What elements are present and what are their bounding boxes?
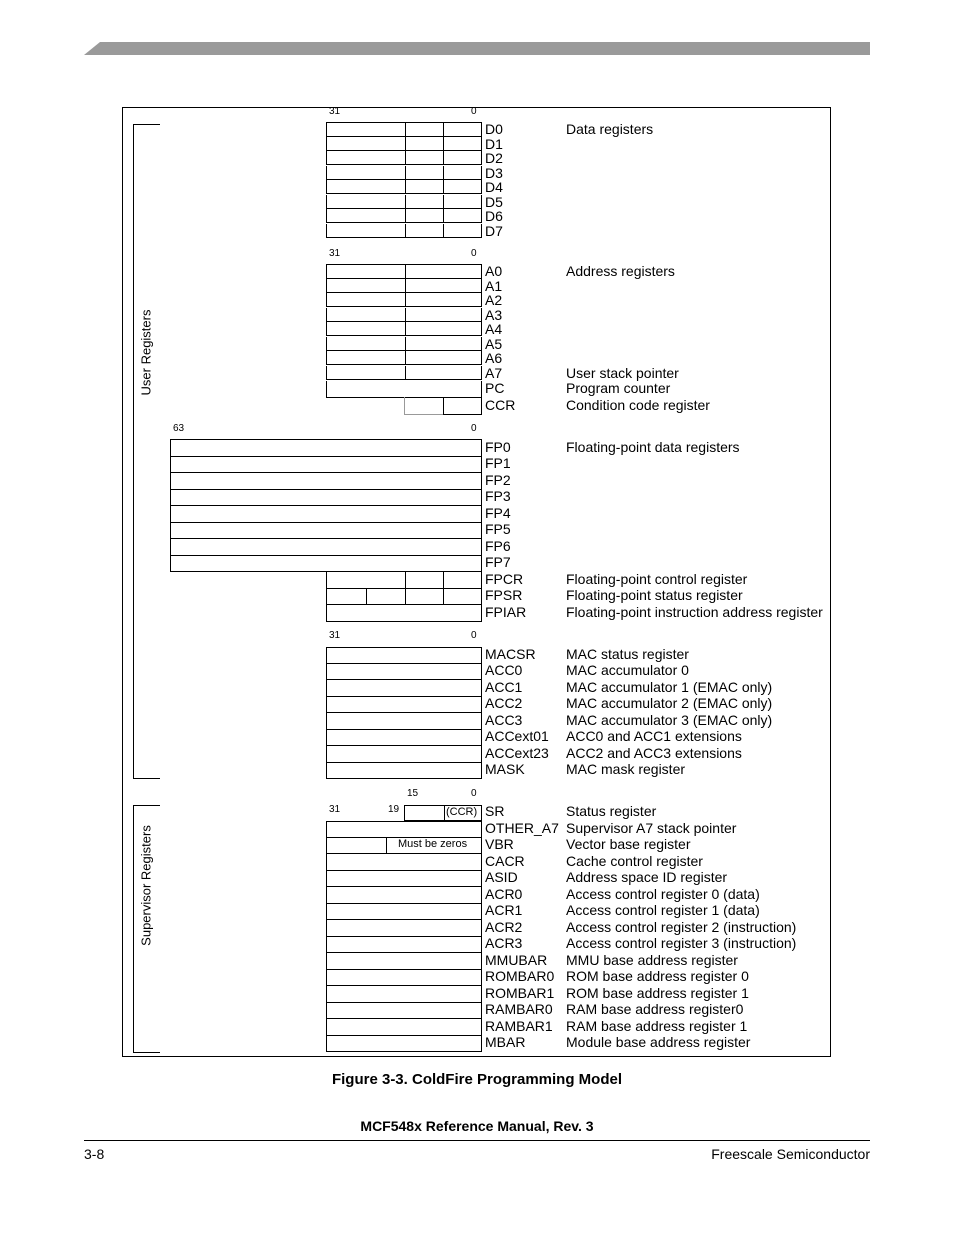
- register-desc-other-a7: Supervisor A7 stack pointer: [566, 820, 737, 836]
- register-box-vbr: [326, 838, 482, 854]
- register-desc-ccr: Condition code register: [566, 397, 710, 413]
- register-name-acc1: ACC1: [485, 679, 523, 695]
- bit-label: 19: [388, 804, 400, 815]
- register-box-d0: [326, 122, 482, 137]
- register-desc-rombar1: ROM base address register 1: [566, 985, 749, 1001]
- register-box-fpcr: [326, 572, 482, 589]
- register-name-fpsr: FPSR: [485, 587, 523, 603]
- register-name-fpcr: FPCR: [485, 571, 524, 587]
- bit-label: 0: [471, 788, 477, 799]
- register-desc-fpiar: Floating-point instruction address register: [566, 604, 823, 620]
- register-name-asid: ASID: [485, 869, 518, 885]
- register-name-a6: A6: [485, 350, 503, 366]
- register-name-fpiar: FPIAR: [485, 604, 527, 620]
- register-box-asid: [326, 871, 482, 887]
- register-name-fp0: FP0: [485, 439, 511, 455]
- register-name-acr3: ACR3: [485, 935, 523, 951]
- register-box-a1: [326, 279, 482, 293]
- register-name-d4: D4: [485, 179, 503, 195]
- manual-title: MCF548x Reference Manual, Rev. 3: [360, 1118, 594, 1134]
- bit-label: 0: [471, 106, 477, 117]
- register-box-acr0: [326, 887, 482, 904]
- register-name-fp7: FP7: [485, 554, 511, 570]
- register-name-fp6: FP6: [485, 538, 511, 554]
- register-desc-a7: User stack pointer: [566, 365, 679, 381]
- register-name-a4: A4: [485, 321, 503, 337]
- register-name-d1: D1: [485, 136, 503, 152]
- register-desc-sr: Status register: [566, 803, 657, 819]
- register-name-rombar0: ROMBAR0: [485, 968, 555, 984]
- register-name-a7: A7: [485, 365, 503, 381]
- register-name-other-a7: OTHER_A7: [485, 820, 559, 836]
- register-desc-data: Data registers: [566, 121, 654, 137]
- register-box-mmubar: [326, 953, 482, 970]
- register-box-rambar0: [326, 1003, 482, 1019]
- register-desc-asid: Address space ID register: [566, 869, 728, 885]
- register-name-d7: D7: [485, 223, 503, 239]
- register-desc-acr2: Access control register 2 (instruction): [566, 919, 797, 935]
- register-name-rambar0: RAMBAR0: [485, 1001, 553, 1017]
- bit-label: 31: [329, 106, 341, 117]
- register-desc-accext23: ACC2 and ACC3 extensions: [566, 745, 742, 761]
- register-name-mask: MASK: [485, 761, 525, 777]
- register-name-mbar: MBAR: [485, 1034, 526, 1050]
- register-name-acc0: ACC0: [485, 662, 523, 678]
- register-name-cacr: CACR: [485, 853, 525, 869]
- user-registers-bracket: [133, 124, 160, 779]
- bit-label: 0: [471, 423, 477, 434]
- bit-label: 15: [407, 788, 419, 799]
- supervisor-registers-label: Supervisor Registers: [138, 825, 154, 946]
- bit-label: 0: [471, 248, 477, 259]
- register-box-rombar0: [326, 970, 482, 986]
- register-desc-acc0: MAC accumulator 0: [566, 662, 689, 678]
- register-box-sr: [404, 805, 482, 821]
- register-desc-cacr: Cache control register: [566, 853, 703, 869]
- register-name-acr2: ACR2: [485, 919, 523, 935]
- register-name-mmubar: MMUBAR: [485, 952, 548, 968]
- register-name-rambar1: RAMBAR1: [485, 1018, 553, 1034]
- register-box-pc: [326, 381, 482, 398]
- register-desc-mbar: Module base address register: [566, 1034, 751, 1050]
- register-box-fp7: [170, 556, 482, 572]
- register-desc-mask: MAC mask register: [566, 761, 686, 777]
- register-box-acr2: [326, 920, 482, 937]
- register-name-d6: D6: [485, 208, 503, 224]
- register-box-fpiar: [326, 605, 482, 622]
- register-name-d3: D3: [485, 165, 503, 181]
- register-box-other-a7: [326, 821, 482, 838]
- register-name-acc2: ACC2: [485, 695, 523, 711]
- register-box-fp6: [170, 539, 482, 556]
- bit-label: 31: [329, 630, 341, 641]
- register-box-mask: [326, 763, 482, 779]
- register-name-fp3: FP3: [485, 488, 511, 504]
- register-desc-macsr: MAC status register: [566, 646, 689, 662]
- register-box-a3: [326, 308, 482, 322]
- register-name-macsr: MACSR: [485, 646, 536, 662]
- header-bar: [0, 0, 954, 60]
- register-box-acc1: [326, 680, 482, 697]
- register-name-accext01: ACCext01: [485, 728, 549, 744]
- register-name-d2: D2: [485, 150, 503, 166]
- register-desc-accext01: ACC0 and ACC1 extensions: [566, 728, 742, 744]
- register-desc-acc1: MAC accumulator 1 (EMAC only): [566, 679, 773, 695]
- register-box-d3: [326, 166, 482, 180]
- bit-label: 0: [471, 630, 477, 641]
- register-box-rombar1: [326, 986, 482, 1003]
- register-name-pc: PC: [485, 380, 505, 396]
- register-name-a0: A0: [485, 263, 503, 279]
- register-box-fp1: [170, 457, 482, 473]
- register-name-d0: D0: [485, 121, 503, 137]
- register-desc-pc: Program counter: [566, 380, 671, 396]
- footer-rule: [84, 1140, 870, 1141]
- register-name-fp1: FP1: [485, 455, 511, 471]
- register-name-a5: A5: [485, 336, 503, 352]
- register-box-fp3: [170, 490, 482, 506]
- register-box-d6: [326, 209, 482, 223]
- bit-label: 31: [329, 804, 341, 815]
- register-desc-acr0: Access control register 0 (data): [566, 886, 760, 902]
- register-box-fp4: [170, 506, 482, 523]
- vbr-must-be-zeros: Must be zeros: [398, 838, 468, 850]
- register-box-acc0: [326, 664, 482, 680]
- register-box-d2: [326, 151, 482, 165]
- register-box-fp0: [170, 439, 482, 457]
- register-desc-acr3: Access control register 3 (instruction): [566, 935, 797, 951]
- register-name-accext23: ACCext23: [485, 745, 549, 761]
- register-name-sr: SR: [485, 803, 505, 819]
- register-desc-rombar0: ROM base address register 0: [566, 968, 749, 984]
- register-desc-fpcr: Floating-point control register: [566, 571, 748, 587]
- register-box-a5: [326, 337, 482, 351]
- register-box-accext01: [326, 730, 482, 746]
- ccr-inline-label: (CCR): [446, 806, 478, 818]
- register-box-a7: [326, 366, 482, 380]
- register-box-a4: [326, 322, 482, 336]
- register-name-a3: A3: [485, 307, 503, 323]
- page-number: 3-8: [84, 1146, 105, 1162]
- register-name-a1: A1: [485, 278, 503, 294]
- register-name-rombar1: ROMBAR1: [485, 985, 555, 1001]
- figure-caption: Figure 3-3. ColdFire Programming Model: [331, 1071, 623, 1088]
- register-box-rambar1: [326, 1019, 482, 1036]
- register-box-cacr: [326, 854, 482, 871]
- register-box-mbar: [326, 1036, 482, 1052]
- register-desc-acc2: MAC accumulator 2 (EMAC only): [566, 695, 773, 711]
- register-box-d7: [326, 224, 482, 238]
- header-accent-shape: [84, 42, 870, 55]
- register-name-acr0: ACR0: [485, 886, 523, 902]
- register-box-accext23: [326, 746, 482, 763]
- bit-label: 63: [173, 423, 185, 434]
- register-desc-mmubar: MMU base address register: [566, 952, 738, 968]
- register-desc-fpsr: Floating-point status register: [566, 587, 743, 603]
- register-name-vbr: VBR: [485, 836, 514, 852]
- user-registers-label: User Registers: [138, 309, 154, 396]
- register-box-d5: [326, 195, 482, 209]
- register-name-fp5: FP5: [485, 521, 511, 537]
- register-name-acc3: ACC3: [485, 712, 523, 728]
- register-box-fpsr: [326, 589, 482, 605]
- register-box-a0: [326, 264, 482, 279]
- register-box-d4: [326, 180, 482, 194]
- register-box-acr1: [326, 904, 482, 920]
- register-box-ccr: [404, 397, 484, 415]
- register-box-acc2: [326, 697, 482, 713]
- register-desc-vbr: Vector base register: [566, 836, 691, 852]
- company-name: Freescale Semiconductor: [711, 1146, 870, 1162]
- register-desc-acr1: Access control register 1 (data): [566, 902, 760, 918]
- bit-label: 31: [329, 248, 341, 259]
- register-name-fp2: FP2: [485, 472, 511, 488]
- register-box-macsr: [326, 647, 482, 664]
- register-desc-rambar0: RAM base address register0: [566, 1001, 744, 1017]
- register-name-acr1: ACR1: [485, 902, 523, 918]
- register-box-a2: [326, 293, 482, 307]
- register-box-a6: [326, 351, 482, 365]
- register-box-d1: [326, 137, 482, 151]
- register-desc-fp: Floating-point data registers: [566, 439, 740, 455]
- register-box-fp5: [170, 523, 482, 539]
- register-desc-rambar1: RAM base address register 1: [566, 1018, 748, 1034]
- register-name-fp4: FP4: [485, 505, 511, 521]
- register-name-d5: D5: [485, 194, 503, 210]
- register-desc-address: Address registers: [566, 263, 675, 279]
- register-box-acr3: [326, 937, 482, 953]
- register-name-a2: A2: [485, 292, 503, 308]
- register-desc-acc3: MAC accumulator 3 (EMAC only): [566, 712, 773, 728]
- register-name-ccr: CCR: [485, 397, 516, 413]
- register-box-acc3: [326, 713, 482, 730]
- register-box-fp2: [170, 473, 482, 490]
